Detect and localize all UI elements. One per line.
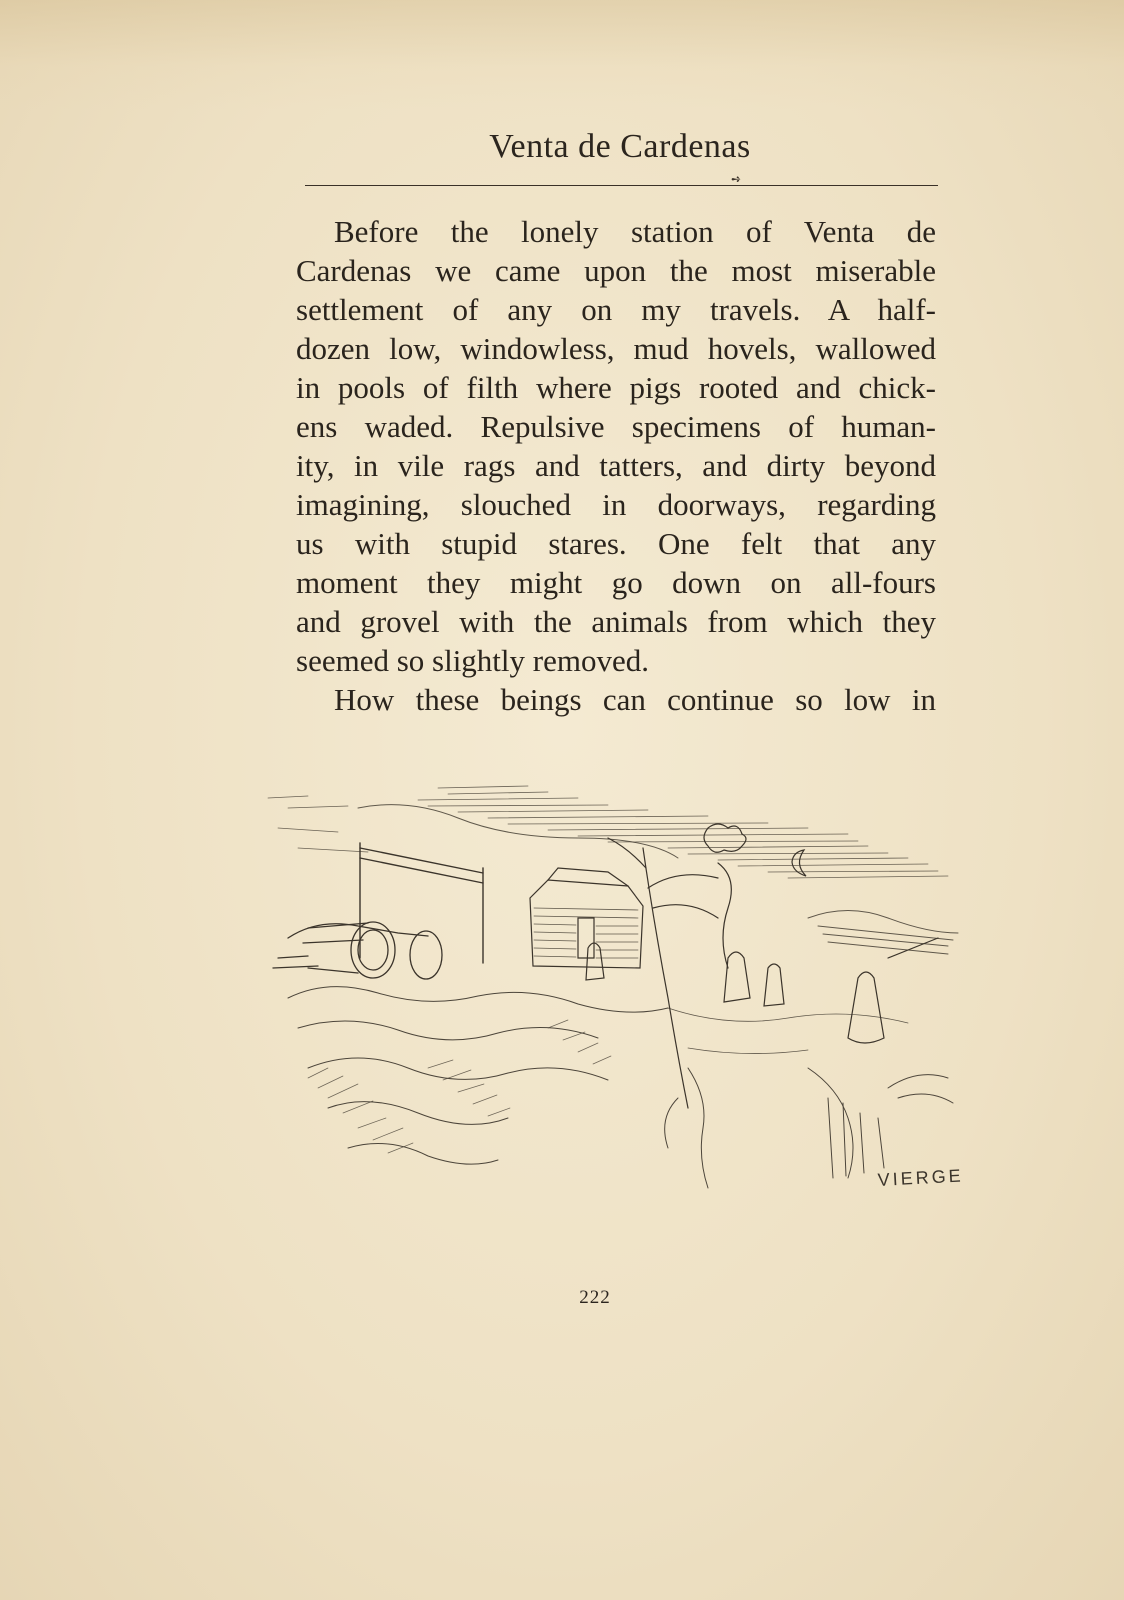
text-line: us with stupid stares. One felt that any (296, 526, 936, 561)
page-number: 222 (579, 1287, 611, 1308)
poles (360, 843, 483, 963)
engraving-illustration (248, 768, 978, 1260)
figures (586, 938, 938, 1043)
text-line: ity, in vile rags and tatters, and dirty beyond (296, 448, 936, 483)
body-text (296, 212, 936, 719)
text-line: moment they might go down on all-fours (296, 565, 936, 600)
text-line: seemed so slightly removed. (296, 643, 649, 678)
running-head: Venta de Cardenas (489, 128, 751, 165)
distant-hills (358, 805, 958, 954)
sky-hatching (268, 786, 948, 878)
foreground-brush (288, 987, 953, 1188)
tree (608, 824, 746, 1108)
paper-stain (0, 0, 1124, 110)
text-line: How these beings can continue so low in (334, 682, 936, 717)
artist-signature: VIERGE (877, 1165, 965, 1190)
rule-ornament: ➺ (731, 172, 742, 186)
text-line: Cardenas we came upon the most miserable (296, 253, 936, 288)
text-line: in pools of filth where pigs rooted and chick- (296, 370, 936, 405)
ground (668, 1008, 908, 1054)
head-rule (305, 185, 938, 186)
text-line: Before the lonely station of Venta de (334, 214, 936, 249)
text-line: ens waded. Repulsive specimens of human- (296, 409, 936, 444)
text-line: settlement of any on my travels. A half- (296, 292, 936, 327)
text-line: and grovel with the animals from which they (296, 604, 936, 639)
text-line: dozen low, windowless, mud hovels, wallowed (296, 331, 936, 366)
hut (530, 868, 643, 968)
text-line: imagining, slouched in doorways, regarding (296, 487, 936, 522)
wagon-barrels (273, 922, 442, 979)
